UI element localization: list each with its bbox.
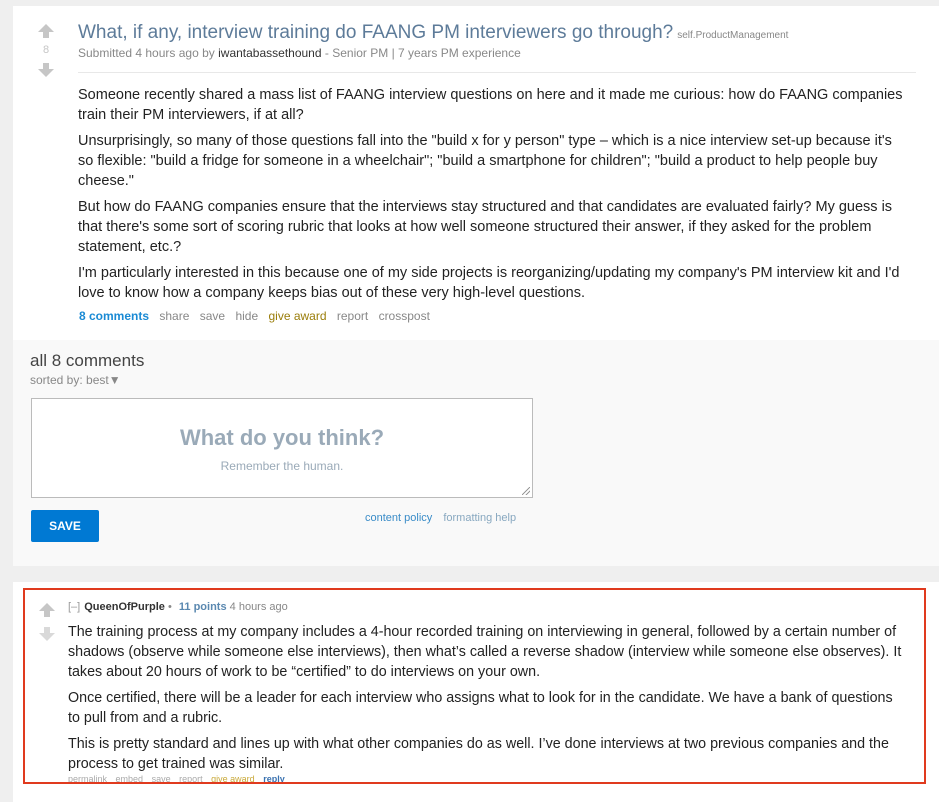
comment-give-award-link[interactable]: give award bbox=[211, 774, 255, 784]
post-paragraph: I'm particularly interested in this because one of my side projects is reorganizing/updating my company's PM interview kit and I'd love to know how a company keeps bias out of these very high-level questions. bbox=[78, 265, 900, 301]
tagline-bullet: • bbox=[167, 601, 172, 613]
help-links bbox=[365, 512, 516, 524]
give-award-link[interactable]: give award bbox=[268, 309, 327, 323]
textarea-placeholder-subtitle: Remember the human. bbox=[220, 459, 344, 473]
post-card bbox=[13, 6, 939, 340]
hide-link[interactable]: hide bbox=[235, 309, 259, 323]
post-upvote-icon[interactable] bbox=[37, 24, 55, 38]
comment-textarea[interactable] bbox=[31, 398, 533, 498]
report-link[interactable]: report bbox=[336, 309, 369, 323]
post-title-text[interactable]: What, if any, interview training do FAANG PM interviewers go through? bbox=[78, 22, 674, 43]
sorted-label: sorted by: bbox=[30, 373, 83, 387]
post-body bbox=[78, 85, 908, 309]
post-domain[interactable]: self.ProductManagement bbox=[677, 30, 789, 41]
collapse-toggle[interactable]: [–] bbox=[68, 601, 81, 613]
permalink-link[interactable]: permalink bbox=[68, 774, 108, 784]
comment-time: 4 hours ago bbox=[229, 601, 288, 613]
post-paragraph: But how do FAANG companies ensure that the interviews stay structured and that candidates are evaluated fairly? My guess is that there's some sort of scoring rubric that looks at how well someone structured their answer, if they asked for the problem statement, etc.? bbox=[78, 199, 893, 255]
sort-control bbox=[30, 373, 121, 387]
flair-separator: - bbox=[324, 46, 329, 60]
post-paragraph: Someone recently shared a mass list of FAANG interview questions on here and it made me curious: how do FAANG companies train their PM interviewers, if at all? bbox=[78, 87, 903, 123]
comment-save-link[interactable]: save bbox=[151, 774, 171, 784]
comment-paragraph: Once certified, there will be a leader for each interview who assigns what to look for in the candidate. We have a bank of questions to pull from and a rubric. bbox=[68, 690, 893, 726]
post-author-link[interactable]: iwantabassethound bbox=[218, 46, 322, 60]
post-paragraph: Unsurprisingly, so many of those questions fall into the "build x for y person" type – which is a nice interview set-up because it's so flexible: "build a fridge for someone in a wheelchair"; "build a smartphone for children"; "build a product to help people buy cheese." bbox=[78, 133, 892, 189]
save-link[interactable]: save bbox=[199, 309, 226, 323]
comments-link[interactable]: 8 comments bbox=[79, 309, 150, 323]
post-score: 8 bbox=[42, 44, 50, 56]
reply-link[interactable]: reply bbox=[263, 774, 285, 784]
comment-report-link[interactable]: report bbox=[179, 774, 203, 784]
formatting-help-link[interactable]: formatting help bbox=[443, 512, 517, 524]
comment-paragraph: This is pretty standard and lines up with what other companies do as well. I’ve done interviews at two previous companies and the process to get trained was similar. bbox=[68, 736, 889, 772]
highlight-box bbox=[23, 588, 926, 784]
post-downvote-icon[interactable] bbox=[37, 63, 55, 77]
textarea-placeholder-title: What do you think? bbox=[179, 425, 385, 450]
content-policy-link[interactable]: content policy bbox=[365, 512, 433, 524]
comment-paragraph: The training process at my company includes a 4-hour recorded training on interviewing in general, followed by a certain number of shadows (observe while someone else interviews), then what’s called a reverse shadow (interview while someone else observes). It takes about 20 hours of work to be “certified” to do interviews on your own. bbox=[68, 624, 902, 680]
comments-area bbox=[13, 340, 939, 566]
resize-handle-icon[interactable] bbox=[522, 487, 530, 495]
comment-author-link[interactable]: QueenOfPurple bbox=[84, 601, 165, 613]
post-title[interactable] bbox=[78, 22, 788, 44]
comment-points: 11 points bbox=[178, 601, 227, 613]
save-comment-button[interactable]: SAVE bbox=[31, 510, 99, 542]
crosspost-link[interactable]: crosspost bbox=[378, 309, 430, 323]
share-link[interactable]: share bbox=[159, 309, 190, 323]
post-actions bbox=[79, 309, 437, 323]
sort-dropdown[interactable]: best▼ bbox=[86, 373, 121, 387]
post-tagline bbox=[78, 46, 521, 60]
author-flair: Senior PM | 7 years PM experience bbox=[332, 46, 521, 60]
embed-link[interactable]: embed bbox=[115, 774, 144, 784]
comments-heading: all 8 comments bbox=[30, 351, 145, 370]
submitted-text: Submitted 4 hours ago by bbox=[78, 46, 215, 60]
post-divider bbox=[78, 72, 916, 73]
